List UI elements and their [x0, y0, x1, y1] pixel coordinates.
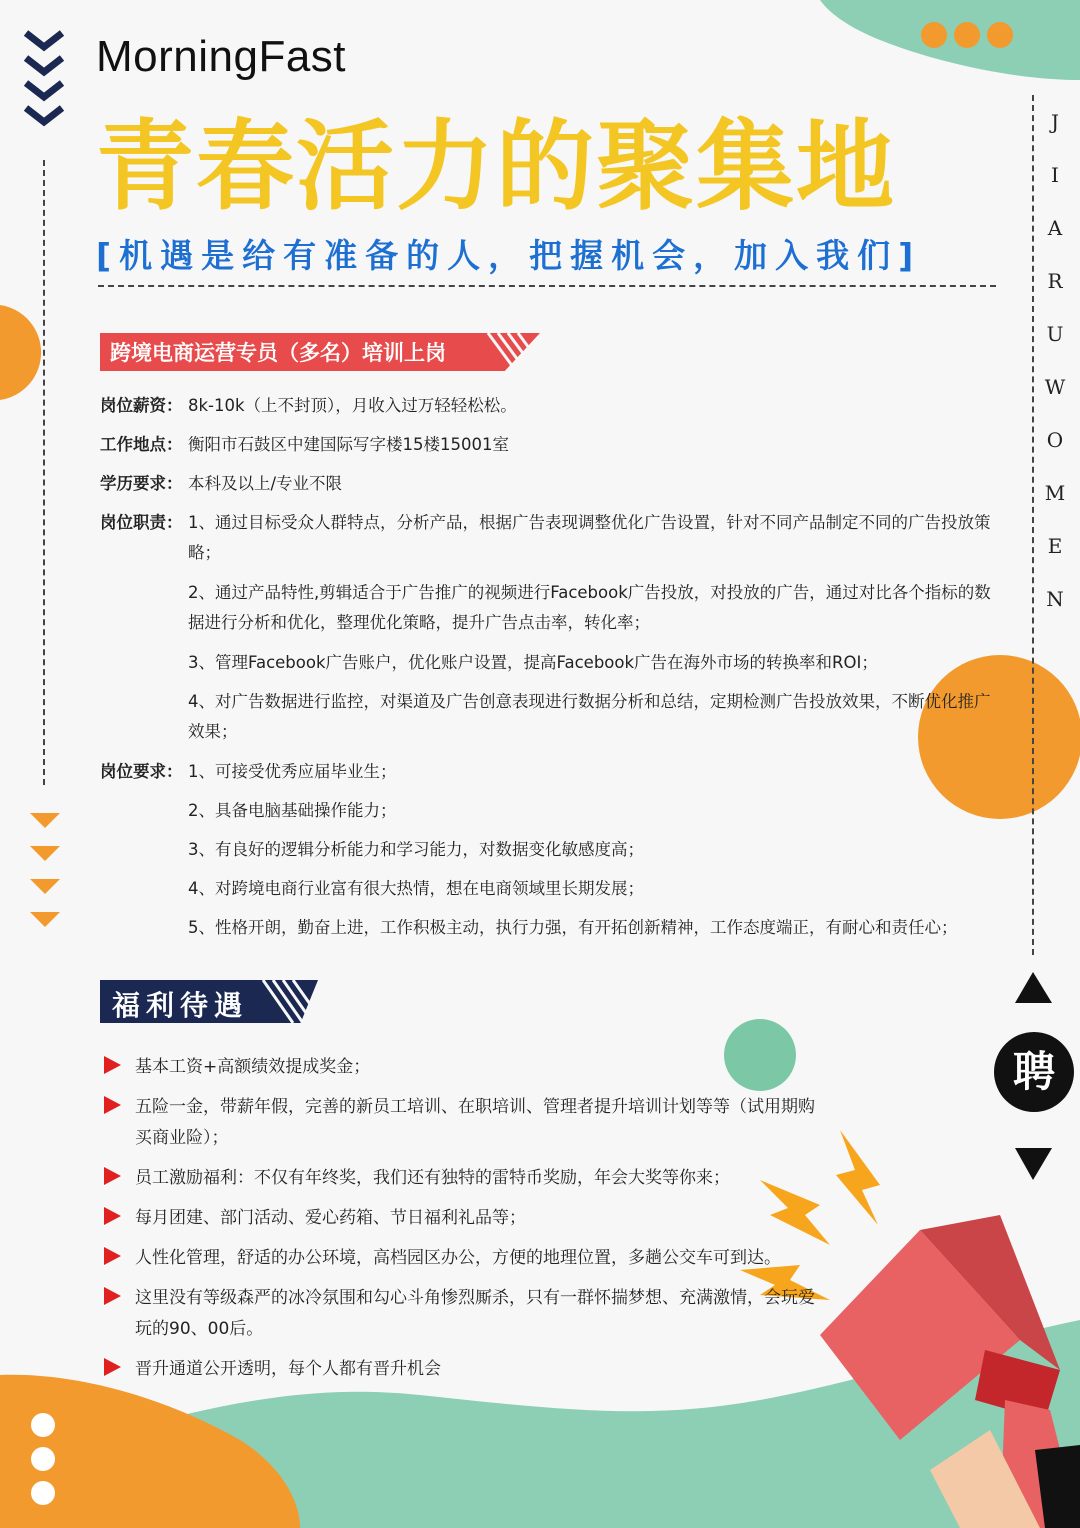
brand-logo: MorningFast — [96, 32, 347, 81]
vertical-letter: J — [1050, 110, 1060, 134]
white-dot-2 — [31, 1447, 55, 1471]
vertical-letter: O — [1046, 428, 1064, 452]
requirement-item: 3、有良好的逻辑分析能力和学习能力，对数据变化敏感度高； — [188, 840, 644, 859]
benefit-text: 晋升通道公开透明，每个人都有晋升机会 — [135, 1359, 441, 1379]
requirement-item: 4、对跨境电商行业富有很大热情，想在电商领域里长期发展； — [188, 879, 644, 898]
arrow-right-icon — [104, 1247, 121, 1265]
divider-dashed-left — [43, 160, 45, 785]
hiring-badge: 聘 — [994, 1032, 1074, 1112]
duty-item: 2、通过产品特性,剪辑适合于广告推广的视频进行Facebook广告投放，对投放的广告，通过对比各个指标的数据进行分析和优化，整理优化策略，提升广告点击率，转化率； — [188, 583, 991, 632]
arrow-right-icon — [104, 1207, 121, 1225]
benefit-text: 这里没有等级森严的冰冷氛围和勾心斗角惨烈厮杀，只有一群怀揣梦想、充满激情，会玩爱玩的90、00后。 — [135, 1288, 815, 1339]
divider-dashed-right — [1032, 95, 1034, 955]
vertical-letter: M — [1044, 481, 1066, 505]
location-value: 衡阳市石鼓区中建国际写字楼15楼15001室 — [188, 435, 509, 454]
benefits-title: 福利待遇 — [112, 989, 249, 1022]
benefit-text: 员工激励福利：不仅有年终奖，我们还有独特的雷特币奖励，年会大奖等你来； — [135, 1168, 730, 1188]
arrow-right-icon — [104, 1096, 121, 1114]
white-dot-1 — [31, 1413, 55, 1437]
vertical-letter: N — [1046, 587, 1064, 611]
benefit-text: 每月团建、部门活动、爱心药箱、节日福利礼品等； — [135, 1208, 526, 1228]
slogan: [机遇是给有准备的人，把握机会，加入我们] — [96, 236, 922, 275]
arrow-right-icon — [104, 1167, 121, 1185]
benefit-text: 五险一金，带薪年假，完善的新员工培训、在职培训、管理者提升培训计划等等（试用期购买商业险）； — [135, 1097, 815, 1148]
stripes-icon — [478, 333, 540, 371]
job-title: 跨境电商运营专员（多名）培训上岗 — [110, 341, 446, 365]
mint-blob-top-right — [820, 0, 1080, 80]
orange-dot-1 — [921, 22, 947, 48]
triangle-up-icon — [1015, 972, 1052, 1003]
education-value: 本科及以上/专业不限 — [188, 474, 343, 493]
salary-label: 岗位薪资： — [100, 396, 183, 415]
arrow-right-icon — [104, 1287, 121, 1305]
salary-value: 8k-10k（上不封顶），月收入过万轻轻松松。 — [188, 396, 517, 415]
location-label: 工作地点： — [100, 435, 183, 454]
arrow-right-icon — [104, 1358, 121, 1376]
orange-dot-3 — [987, 22, 1013, 48]
vertical-letter: A — [1047, 216, 1063, 240]
triangle-down-icon-right — [1015, 1148, 1052, 1180]
lightning-icon-1 — [836, 1130, 880, 1225]
triangle-down-icon — [30, 813, 60, 927]
orange-dot-2 — [954, 22, 980, 48]
vertical-letters — [1040, 110, 1070, 640]
vertical-letter: I — [1051, 163, 1059, 187]
duty-item: 4、对广告数据进行监控，对渠道及广告创意表现进行数据分析和总结，定期检测广告投放效果，不断优化推广效果； — [188, 692, 991, 741]
chevron-down-icon — [26, 33, 62, 122]
requirements-label: 岗位要求： — [100, 762, 183, 781]
requirement-item: 2、具备电脑基础操作能力； — [188, 801, 397, 820]
requirement-item: 1、可接受优秀应届毕业生； — [188, 762, 397, 781]
duty-item: 3、管理Facebook广告账户，优化账户设置，提高Facebook广告在海外市场的转换率和ROI； — [188, 653, 878, 672]
benefit-text: 基本工资+高额绩效提成奖金； — [135, 1057, 371, 1077]
white-dot-3 — [31, 1481, 55, 1505]
education-label: 学历要求： — [100, 474, 183, 493]
arrow-right-icon — [104, 1056, 121, 1074]
headline: 青春活力的聚集地 — [96, 110, 897, 224]
vertical-letter: R — [1047, 269, 1063, 293]
stripes-icon — [255, 980, 317, 1023]
vertical-letter: W — [1044, 375, 1066, 399]
benefit-text: 人性化管理，舒适的办公环境，高档园区办公，方便的地理位置，多趟公交车可到达。 — [135, 1248, 781, 1268]
duty-item: 1、通过目标受众人群特点，分析产品，根据广告表现调整优化广告设置，针对不同产品制定不同的广告投放策略； — [188, 513, 991, 562]
divider-dashed — [98, 285, 996, 287]
duties-label: 岗位职责： — [100, 513, 183, 532]
vertical-letter: U — [1046, 322, 1064, 346]
vertical-letter: E — [1047, 534, 1063, 558]
requirement-item: 5、性格开朗，勤奋上进，工作积极主动，执行力强，有开拓创新精神，工作态度端正，有耐心和责任心； — [188, 918, 958, 937]
